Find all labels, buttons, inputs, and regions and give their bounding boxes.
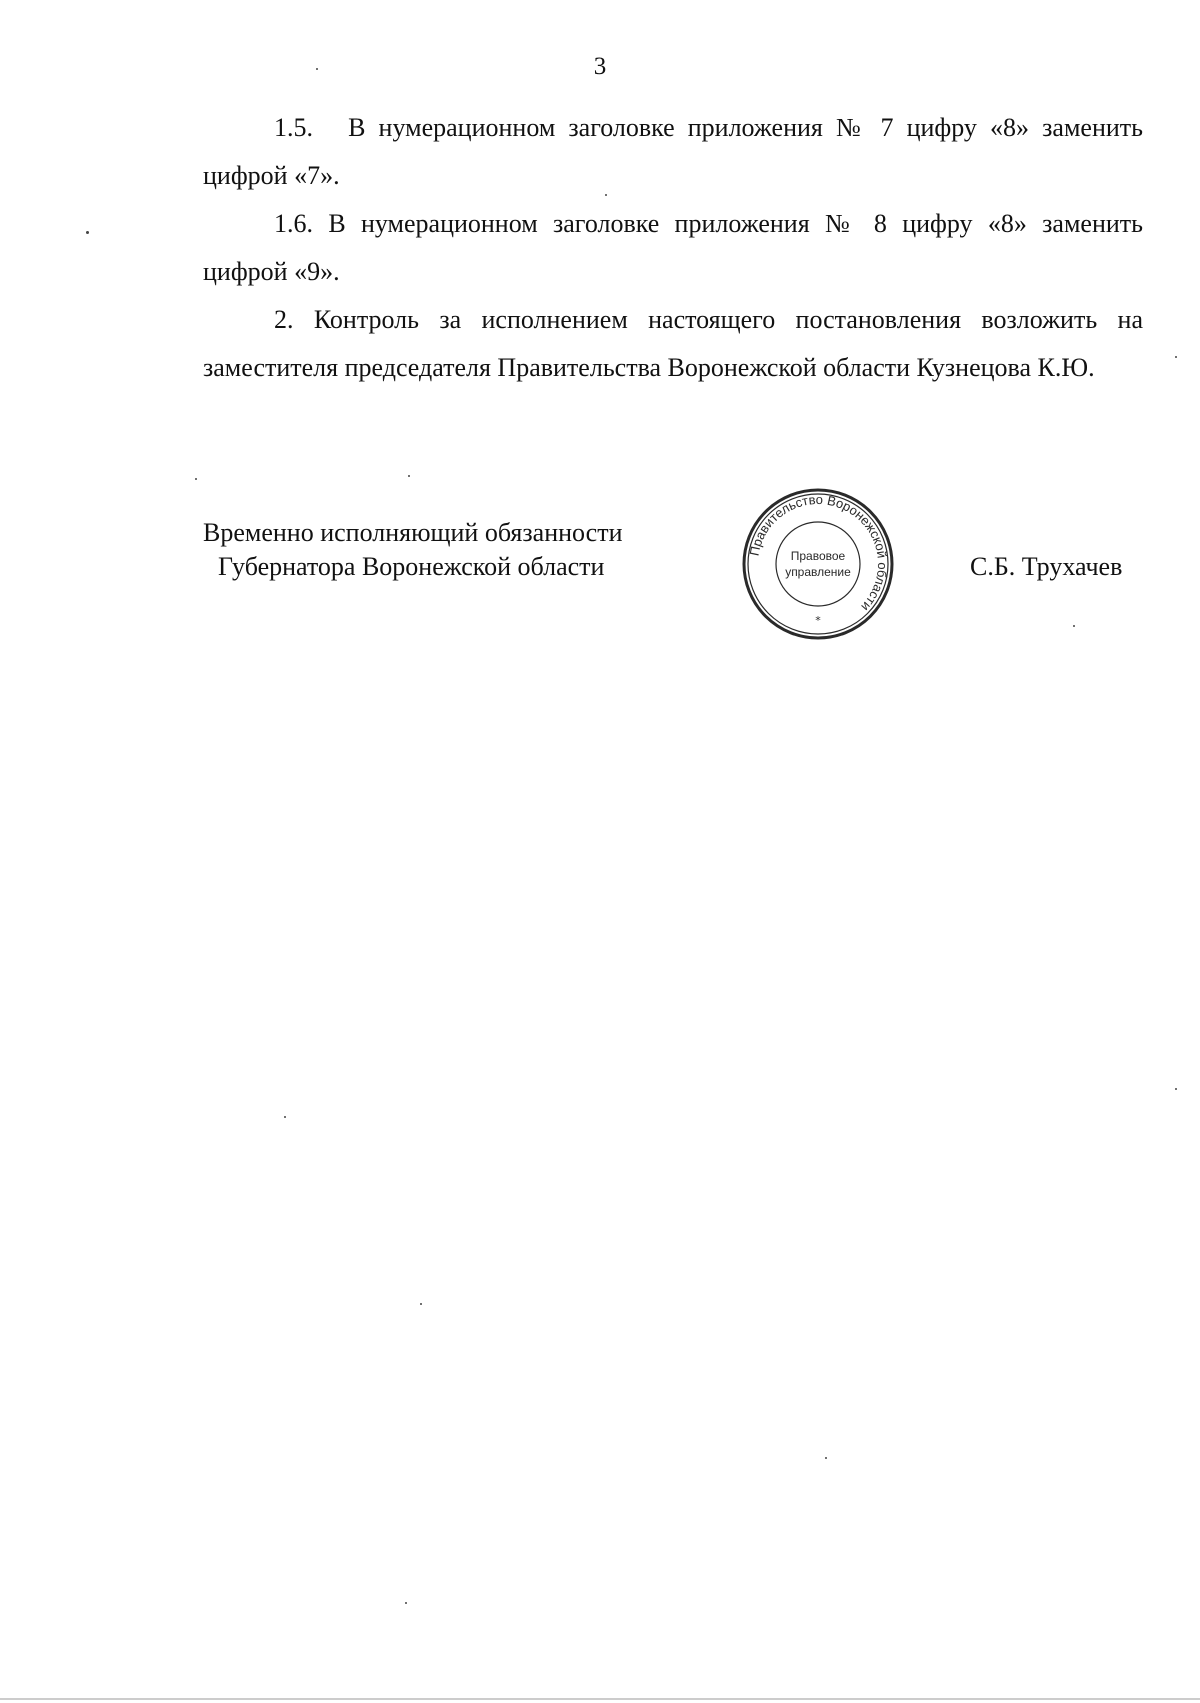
paragraph-text: Контроль за исполнением настоящего постановления возложить на заместителя председателя Правительства Воронежской области Кузнецова К.Ю. [203,305,1143,382]
paragraph-1-5 [203,104,1143,200]
scan-edge [0,1698,1200,1700]
stamp-star-icon: * [815,614,821,627]
paragraph-text: В нумерационном заголовке приложения № 7 цифру «8» заменить цифрой «7». [203,113,1143,190]
page-number: 3 [593,53,607,80]
stamp-outer-text: Правительство Воронежской области [746,491,891,615]
signatory-title [203,516,623,584]
scan-speck [1175,356,1177,358]
signatory-title-line-2: Губернатора Воронежской области [218,552,605,581]
signatory-title-line-1: Временно исполняющий обязанности [203,518,623,547]
stamp-center-ring [776,522,860,606]
signatory-name: С.Б. Трухачев [970,552,1123,581]
paragraph-1-6 [203,200,1143,296]
paragraph-number: 1.6. [274,209,313,238]
paragraph-2 [203,296,1143,392]
document-body [203,104,1143,392]
paragraph-text: В нумерационном заголовке приложения № 8 цифру «8» заменить цифрой «9». [203,209,1143,286]
paragraph-number: 2. [274,305,294,334]
paragraph-number: 1.5. [274,113,313,142]
official-stamp [735,488,901,640]
scan-speck [1073,625,1075,627]
scan-speck [284,1116,286,1118]
scan-speck [420,1303,422,1305]
scan-speck [1175,1088,1177,1090]
scan-speck [195,478,197,480]
stamp-center-line-1: Правовое [790,549,846,563]
scan-speck [408,475,410,477]
scan-speck [605,194,607,196]
stamp-center-line-2: управление [785,565,851,579]
scan-speck [316,68,318,70]
scan-speck [825,1457,827,1459]
scan-speck [405,1602,407,1604]
scan-speck [86,231,89,234]
